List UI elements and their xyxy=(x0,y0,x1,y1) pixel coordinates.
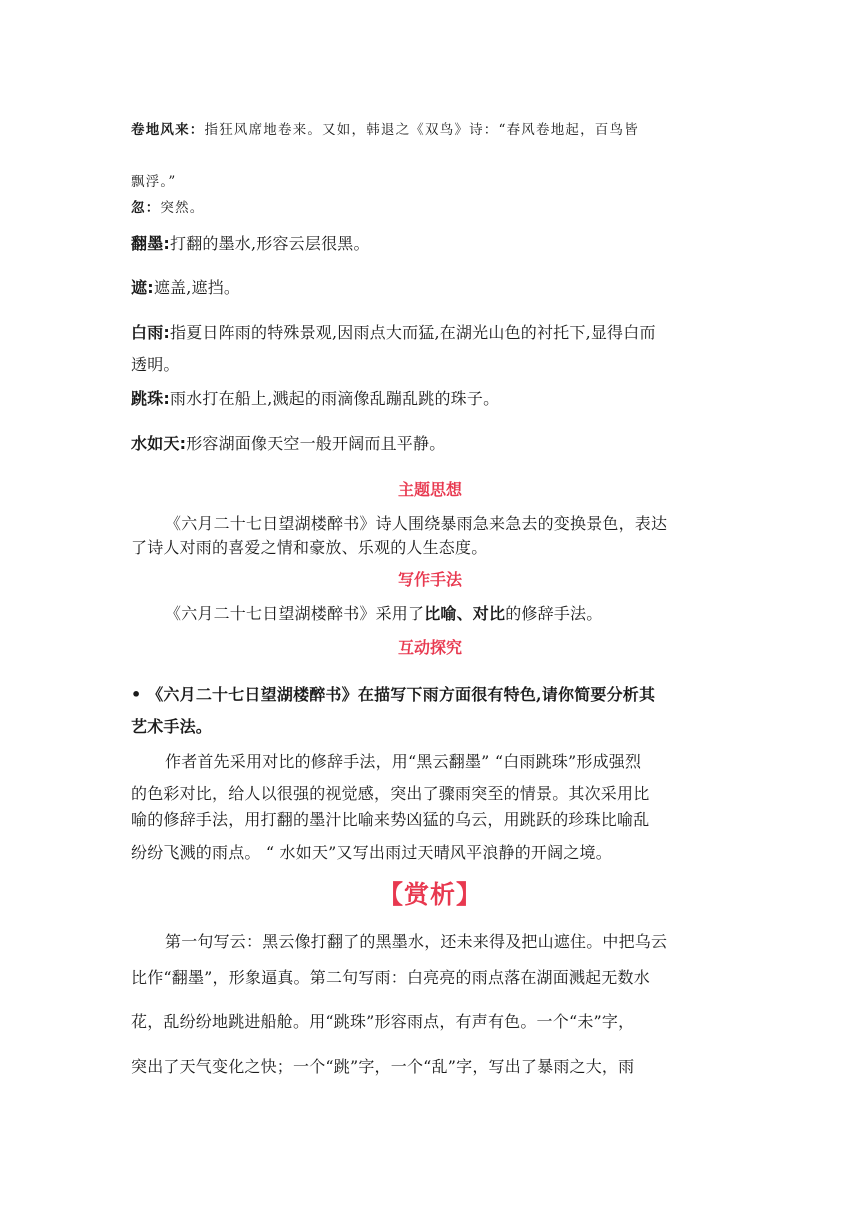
note-text: 雨水打在船上,溅起的雨滴像乱蹦乱跳的珠子。 xyxy=(170,389,500,408)
technique-text: 的修辞手法。 xyxy=(505,604,603,623)
note-text: 突然。 xyxy=(160,200,205,216)
explore-heading: 互动探究 xyxy=(397,638,462,657)
technique-emphasis: 比喻、对比 xyxy=(424,604,506,623)
theme-line: 《六月二十七日望湖楼醉书》诗人围绕暴雨急来急去的变换景色，表达 xyxy=(165,514,668,533)
answer-line: 纷纷飞溅的雨点。 “ 水如天”又写出雨过天晴风平浪静的开阔之境。 xyxy=(131,843,612,862)
theme-heading: 主题思想 xyxy=(397,480,462,499)
note-term: 跳珠: xyxy=(131,389,170,408)
note-continuation: 透明。 xyxy=(131,355,180,374)
note-text: 遮盖,遮挡。 xyxy=(153,278,241,297)
note-zhe xyxy=(131,275,240,298)
note-term: 遮: xyxy=(131,278,154,297)
bullet-icon: • xyxy=(131,685,142,704)
note-term: 卷地风来： xyxy=(131,122,205,138)
note-shurutian xyxy=(131,431,445,454)
note-text: 指狂风席地卷来。又如，韩退之《双鸟》诗：“春风卷地起，百鸟皆 xyxy=(204,122,639,138)
note-text: 指夏日阵雨的特殊景观,因雨点大而猛,在湖光山色的衬托下,显得白而 xyxy=(170,323,656,342)
explore-question xyxy=(131,682,655,705)
note-baiyu xyxy=(131,320,656,343)
note-term: 水如天: xyxy=(131,434,187,453)
note-juandifenglai xyxy=(131,118,639,138)
appreciation-line: 第一句写云：黑云像打翻了的黑墨水，还未来得及把山遮住。中把乌云 xyxy=(165,932,668,951)
note-continuation: 飘浮。” xyxy=(131,174,177,190)
note-term: 白雨: xyxy=(131,323,170,342)
note-tiaozhu xyxy=(131,386,499,409)
note-term: 翻墨: xyxy=(131,234,170,253)
note-text: 打翻的墨水,形容云层很黑。 xyxy=(170,234,370,253)
technique-heading: 写作手法 xyxy=(397,570,462,589)
answer-line: 喻的修辞手法，用打翻的墨汁比喻来势凶猛的乌云，用跳跃的珍珠比喻乱 xyxy=(131,810,650,829)
technique-line xyxy=(165,601,602,624)
explore-question-cont: 艺术手法。 xyxy=(131,717,213,736)
note-hu xyxy=(131,196,205,216)
appreciation-heading: 【赏析】 xyxy=(377,880,482,909)
appreciation-line: 比作“翻墨”，形象逼真。第二句写雨：白亮亮的雨点落在湖面溅起无数水 xyxy=(131,968,650,987)
note-text: 形容湖面像天空一般开阔而且平静。 xyxy=(186,434,446,453)
answer-line: 的色彩对比，给人以很强的视觉感，突出了骤雨突至的情景。其次采用比 xyxy=(131,784,650,803)
technique-text: 《六月二十七日望湖楼醉书》采用了 xyxy=(165,604,425,623)
note-term: 忽： xyxy=(131,200,161,216)
appreciation-line: 花，乱纷纷地跳进船舱。用“跳珠”形容雨点，有声有色。一个“未”字， xyxy=(131,1012,635,1031)
note-fanmo xyxy=(131,231,370,254)
question-text: 《六月二十七日望湖楼醉书》在描写下雨方面很有特色,请你简要分析其 xyxy=(147,685,656,704)
appreciation-line: 突出了天气变化之快；一个“跳”字，一个“乱”字，写出了暴雨之大，雨 xyxy=(131,1057,635,1076)
theme-line: 了诗人对雨的喜爱之情和豪放、乐观的人生态度。 xyxy=(131,538,488,557)
answer-line: 作者首先采用对比的修辞手法，用“黑云翻墨” “白雨跳珠”形成强烈 xyxy=(165,752,642,771)
